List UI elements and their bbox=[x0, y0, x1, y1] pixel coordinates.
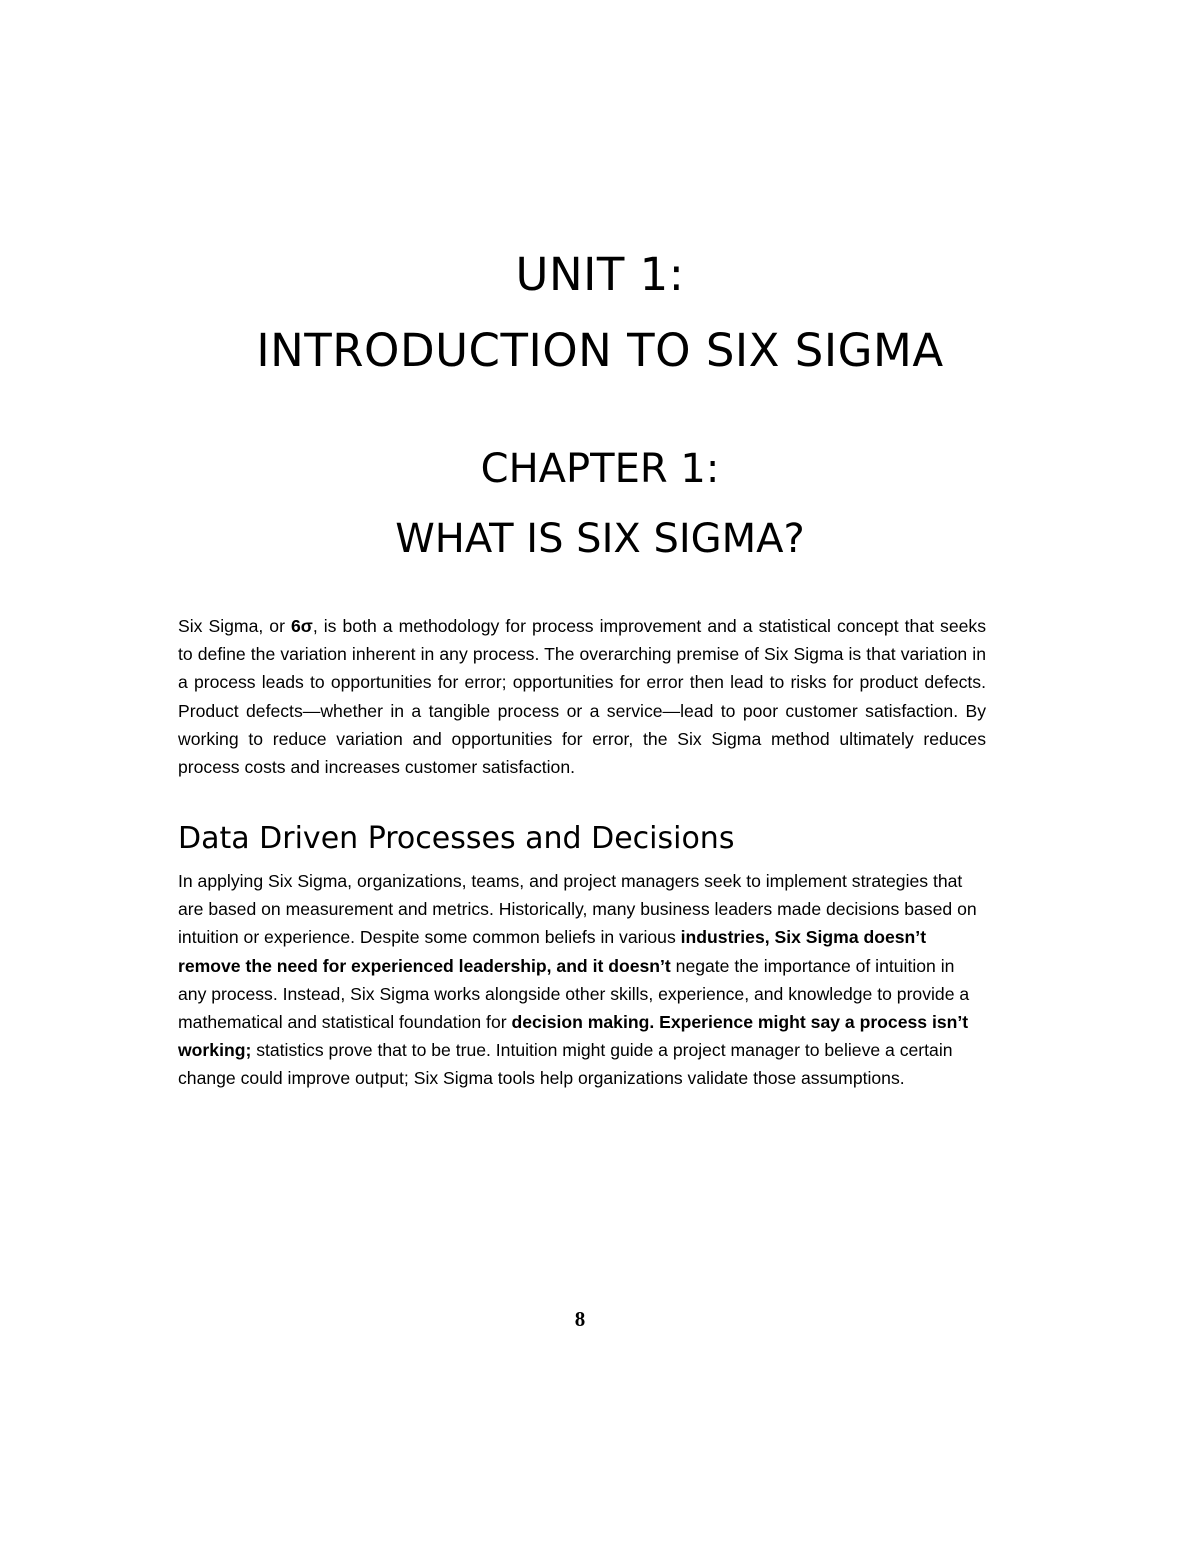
section-text-3: statistics prove that to be true. Intuition might guide a project manager to believe a certain change could improve output; Six Sigma tools help organizations validate those assumptions. bbox=[178, 1040, 953, 1089]
chapter-title-heading: WHAT IS SIX SIGMA? bbox=[395, 516, 805, 562]
section-text-2: negate the importance of intuition in any process. Instead, Six Sigma works alongside other skills, experience, and knowledge to provide a mathematical and statistical foundation for bbox=[178, 955, 970, 1033]
unit-title-heading: INTRODUCTION TO SIX SIGMA bbox=[256, 324, 944, 377]
chapter-number-heading: CHAPTER 1: bbox=[480, 446, 720, 492]
section-bold-text-1: industries, Six Sigma doesn’t remove the need for experienced leadership, and it doesn’t bbox=[178, 927, 927, 976]
six-sigma-symbol: 6σ bbox=[290, 616, 313, 636]
section-text-1: In applying Six Sigma, organizations, teams, and project managers seek to implement strategies that are based on measurement and metrics. Historically, many business leaders made decisions based on intuition or experience. Despite some common beliefs in various bbox=[178, 871, 977, 948]
intro-text-rest: , is both a methodology for process improvement and a statistical concept that seeks to define the variation inherent in any process. The overarching premise of Six Sigma is that variation in a process leads to opportunities for error; opportunities for error then lead to risks for product defects. Product defects—whether in a tangible process or a service—lead to poor customer satisfaction. By working to reduce variation and opportunities for error, the Six Sigma method ultimately reduces process costs and increases customer satisfaction. bbox=[178, 616, 986, 778]
intro-paragraph bbox=[178, 612, 986, 781]
section-bold-text-2: decision making. Experience might say a process isn’t working; bbox=[178, 1012, 969, 1061]
section-paragraph bbox=[178, 867, 978, 1093]
page-number: 8 bbox=[574, 1307, 586, 1331]
intro-text-start: Six Sigma, or bbox=[178, 616, 291, 636]
section-heading: Data Driven Processes and Decisions bbox=[178, 821, 735, 856]
unit-number-heading: UNIT 1: bbox=[515, 248, 685, 301]
